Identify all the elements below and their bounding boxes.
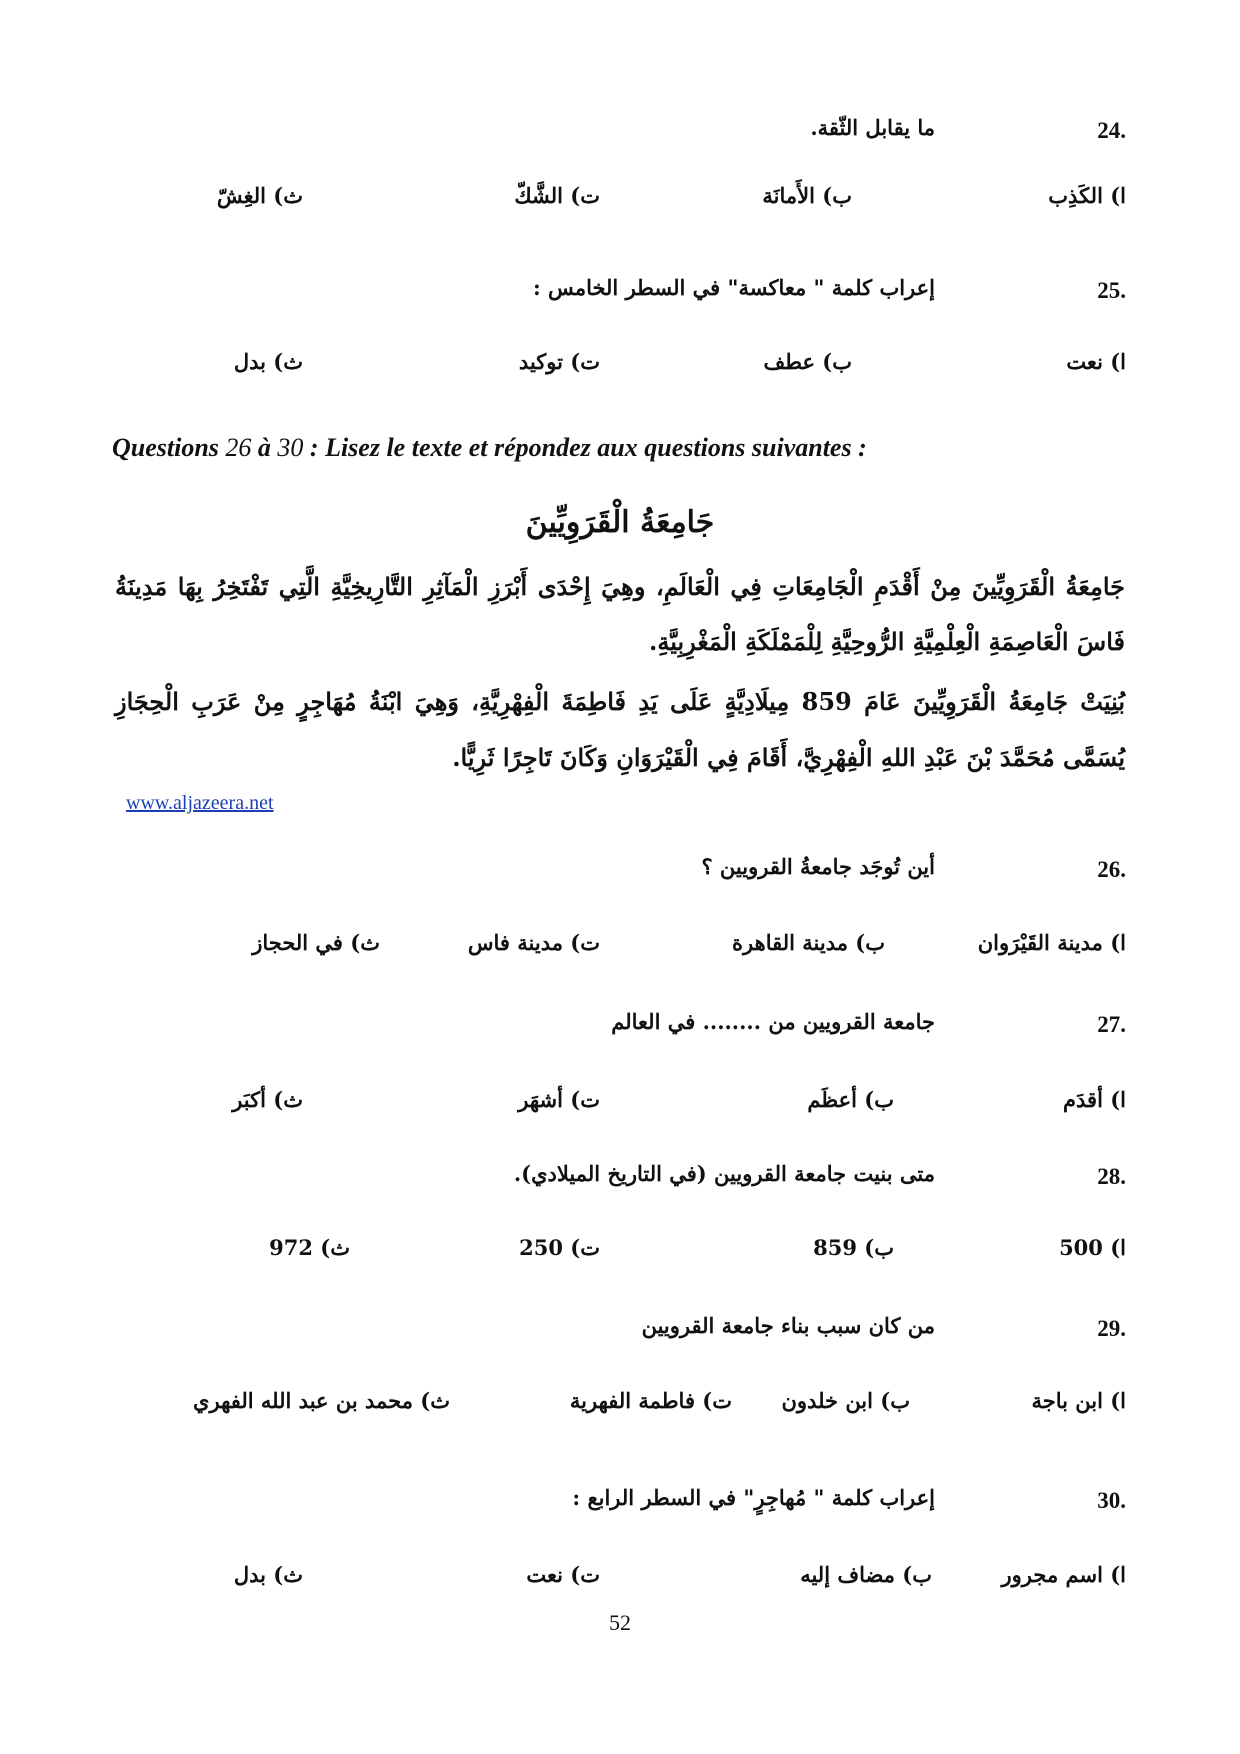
option-b: ب) مضاف إليه <box>800 1562 932 1587</box>
option-t: ت) نعت <box>526 1562 600 1587</box>
page-number: 52 <box>609 1610 631 1635</box>
option-th: ث) في الحجاز <box>252 930 380 955</box>
reading-line: جَامِعَةُ الْقَرَوِيِّينَ مِنْ أَقْدَمِ الْجَامِعَاتِ فِي الْعَالَمِ، وهِيَ إِحْدَى أَبْرَزِ الْمَآثِرِ التَّارِيخِيَّةِ الَّتِي تَفْتَخِرُ بِهَا مَدِينَةُ <box>115 572 1125 601</box>
section-heading <box>112 433 1132 463</box>
option-th: ث) أكبَر <box>232 1087 303 1112</box>
reading-line: بُنِيَتْ جَامِعَةُ الْقَرَوِيِّينَ عَامَ 859 مِيلَادِيَّةٍ عَلَى يَدِ فَاطِمَةَ الْفِهْرِيَّةِ، وَهِيَ ابْنَةُ مُهَاجِرٍ مِنْ عَرَبِ الْحِجَازِ <box>115 687 1125 716</box>
option-t: ت) مدينة فاس <box>467 930 600 955</box>
question-number: 30. <box>1097 1488 1126 1513</box>
option-a: ا) ابن باجة <box>1031 1388 1126 1413</box>
heading-from: 26 <box>225 433 252 462</box>
heading-suffix: : Lisez le texte et répondez aux questions suivantes : <box>309 433 867 462</box>
source-link[interactable]: www.aljazeera.net <box>126 792 274 814</box>
question-prompt: جامعة القرويين من ........ في العالم <box>611 1009 935 1034</box>
question-number: 26. <box>1097 857 1126 882</box>
question-prompt: متى بنيت جامعة القرويين (في التاريخ الميلادي). <box>513 1161 935 1186</box>
option-b: ب) عطف <box>763 349 852 374</box>
option-th: ث) محمد بن عبد الله الفهري <box>193 1388 450 1413</box>
option-b: ب) أعظَم <box>807 1087 894 1112</box>
heading-middle: à <box>257 433 271 462</box>
option-t: ت) توكيد <box>518 349 600 374</box>
option-t: ت) أشهَر <box>518 1087 600 1112</box>
question-number: 29. <box>1097 1316 1126 1341</box>
option-a: ا) اسم مجرور <box>1001 1562 1126 1587</box>
option-th: ث) بدل <box>233 349 303 374</box>
option-th: ث) بدل <box>233 1562 303 1587</box>
question-prompt: أين تُوجَد جامعةُ القرويين ؟ <box>701 854 935 879</box>
reading-line: فَاسَ الْعَاصِمَةِ الْعِلْمِيَّةِ الرُّوحِيَّةِ لِلْمَمْلَكَةِ الْمَغْرِبِيَّةِ. <box>649 627 1125 656</box>
heading-prefix: Questions <box>112 433 219 462</box>
option-a: ا) نعت <box>1066 349 1126 374</box>
question-prompt: إعراب كلمة " معاكسة" في السطر الخامس : <box>532 275 935 300</box>
option-b: ب) الأَمانَة <box>762 183 852 208</box>
question-number: 27. <box>1097 1012 1126 1037</box>
option-b: ب) مدينة القاهرة <box>732 930 885 955</box>
option-t: ت) 250 <box>519 1235 600 1260</box>
option-a: ا) أقدَم <box>1063 1087 1126 1112</box>
question-number: 24. <box>1097 118 1126 143</box>
question-prompt: إعراب كلمة " مُهاجِرٍ" في السطر الرابع : <box>572 1485 935 1510</box>
option-th: ث) 972 <box>269 1235 350 1260</box>
option-th: ث) الغِشّ <box>216 183 303 208</box>
question-prompt: من كان سبب بناء جامعة القرويين <box>641 1313 935 1338</box>
option-a: ا) الكَذِب <box>1048 183 1126 208</box>
question-number: 25. <box>1097 278 1126 303</box>
heading-to: 30 <box>277 433 304 462</box>
option-b: ب) 859 <box>813 1235 894 1260</box>
option-t: ت) الشَّكّ <box>514 183 600 208</box>
option-a: ا) مدينة القَيْرَوان <box>977 930 1126 955</box>
option-a: ا) 500 <box>1059 1235 1126 1260</box>
option-b: ب) ابن خلدون <box>781 1388 910 1413</box>
question-prompt: ما يقابل الثّقة. <box>810 115 935 140</box>
option-t: ت) فاطمة الفهرية <box>569 1388 732 1413</box>
reading-title: جَامِعَةُ الْقَرَوِيِّينَ <box>525 505 715 540</box>
question-number: 28. <box>1097 1164 1126 1189</box>
reading-line: يُسَمَّى مُحَمَّدَ بْنَ عَبْدِ اللهِ الْفِهْرِيَّ، أَقَامَ فِي الْقَيْرَوَانِ وَكَانَ تَاجِرًا ثَرِيًّا. <box>452 743 1125 772</box>
